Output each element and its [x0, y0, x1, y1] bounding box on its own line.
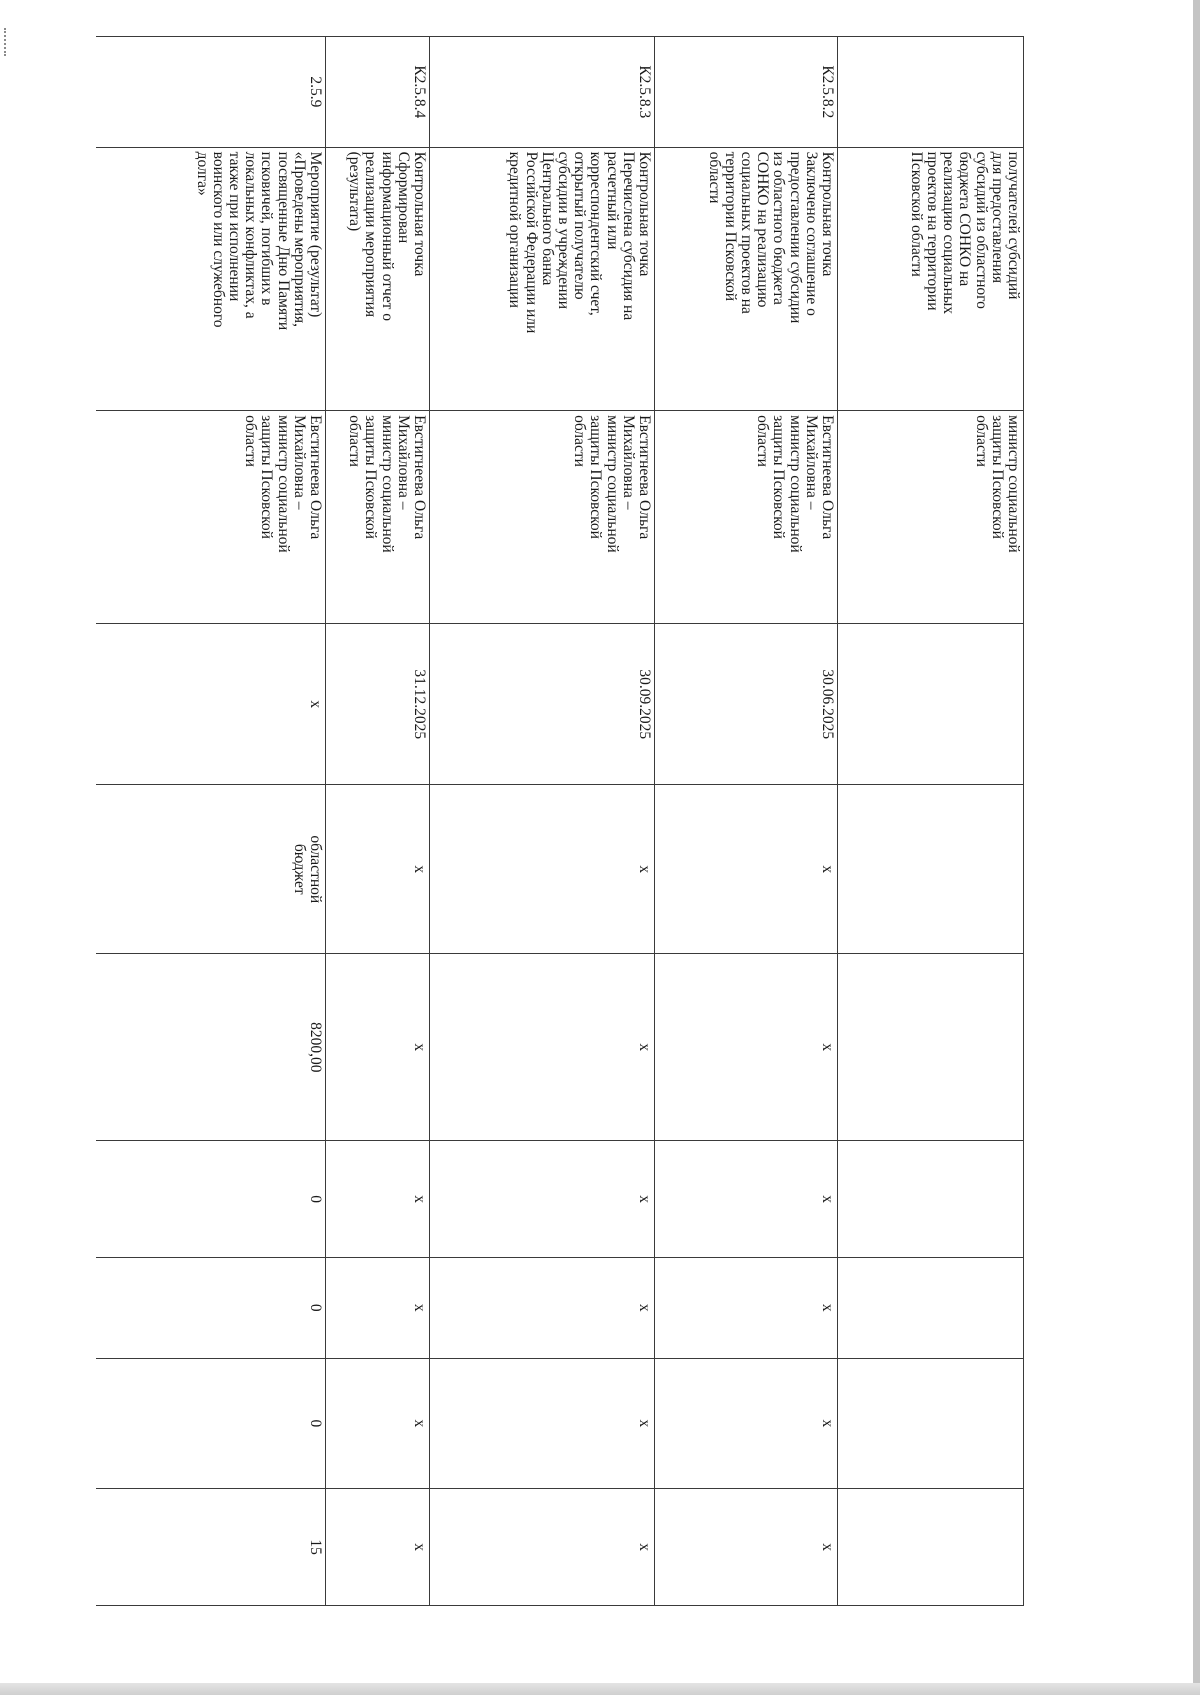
- row-number: К2.5.8.2: [655, 37, 838, 148]
- table-row: [655, 37, 838, 1606]
- row-value-4: x: [326, 1489, 430, 1606]
- row-value-4: 15: [96, 1489, 326, 1606]
- row-source: x: [326, 785, 430, 954]
- row-number: К2.5.8.4: [326, 37, 430, 148]
- row-amount: x: [430, 954, 655, 1141]
- row-value-2: 0: [96, 1257, 326, 1358]
- row-amount: [838, 954, 1024, 1141]
- row-value-4: x: [430, 1489, 655, 1606]
- row-name: получателей субсидий для предоставления субсидий из областного бюджета СОНКО на реализацию социальных проектов на территории Псковской области: [838, 147, 1024, 411]
- table-row: [326, 37, 430, 1606]
- row-name: Контрольная точка Сформирован информационный отчет о реализации мероприятия (результата): [326, 147, 430, 411]
- row-value-1: x: [430, 1141, 655, 1258]
- row-date: 30.06.2025: [655, 624, 838, 785]
- row-responsible: министр социальной защиты Псковской области: [838, 411, 1024, 624]
- row-name: Мероприятие (результат) «Проведены мероприятия, посвященные Дню Памяти псковичей, погибших в локальных конфликтах, а также при исполнении воинского или служебного долга»: [96, 147, 326, 411]
- row-value-1: [838, 1141, 1024, 1258]
- row-responsible: Евстигнеева Ольга Михайловна – министр социальной защиты Псковской области: [430, 411, 655, 624]
- row-source: [838, 785, 1024, 954]
- row-source: x: [430, 785, 655, 954]
- table-frame: [96, 36, 1024, 1606]
- row-value-2: x: [655, 1257, 838, 1358]
- scan-artifact-mark: [4, 28, 14, 56]
- row-number: 2.5.9: [96, 37, 326, 148]
- row-amount: x: [326, 954, 430, 1141]
- table-row: [96, 37, 326, 1606]
- row-name: Контрольная точка Перечислена субсидия на расчетный или корреспондентский счет, открытый получателю субсидии в учреждении Центрального банка Российской Федерации или кредитной организации: [430, 147, 655, 411]
- row-source: x: [655, 785, 838, 954]
- row-amount: 8200,00: [96, 954, 326, 1141]
- row-value-2: x: [430, 1257, 655, 1358]
- measures-table: [96, 36, 1024, 1606]
- row-date: 30.09.2025: [430, 624, 655, 785]
- row-amount: x: [655, 954, 838, 1141]
- row-responsible: Евстигнеева Ольга Михайловна – министр социальной защиты Псковской области: [655, 411, 838, 624]
- row-value-1: x: [655, 1141, 838, 1258]
- table-row: [430, 37, 655, 1606]
- scan-bottom-edge: [0, 1683, 1200, 1695]
- row-date: [838, 624, 1024, 785]
- row-value-1: x: [326, 1141, 430, 1258]
- row-responsible: Евстигнеева Ольга Михайловна – министр социальной защиты Псковской области: [326, 411, 430, 624]
- row-value-2: [838, 1257, 1024, 1358]
- row-value-2: x: [326, 1257, 430, 1358]
- row-value-3: 0: [96, 1358, 326, 1489]
- row-value-4: x: [655, 1489, 838, 1606]
- row-value-3: [838, 1358, 1024, 1489]
- row-value-4: [838, 1489, 1024, 1606]
- row-value-3: x: [430, 1358, 655, 1489]
- table-row: [838, 37, 1024, 1606]
- rotated-page: [96, 36, 1024, 1606]
- row-value-1: 0: [96, 1141, 326, 1258]
- scan-right-edge: [1193, 0, 1200, 1695]
- row-number: К2.5.8.3: [430, 37, 655, 148]
- row-source: областной бюджет: [96, 785, 326, 954]
- row-responsible: Евстигнеева Ольга Михайловна – министр социальной защиты Псковской области: [96, 411, 326, 624]
- row-number: [838, 37, 1024, 148]
- row-date: x: [96, 624, 326, 785]
- row-value-3: x: [326, 1358, 430, 1489]
- row-date: 31.12.2025: [326, 624, 430, 785]
- row-name: Контрольная точка Заключено соглашение о предоставлении субсидии из областного бюджета СОНКО на реализацию социальных проектов на территории Псковской области: [655, 147, 838, 411]
- row-value-3: x: [655, 1358, 838, 1489]
